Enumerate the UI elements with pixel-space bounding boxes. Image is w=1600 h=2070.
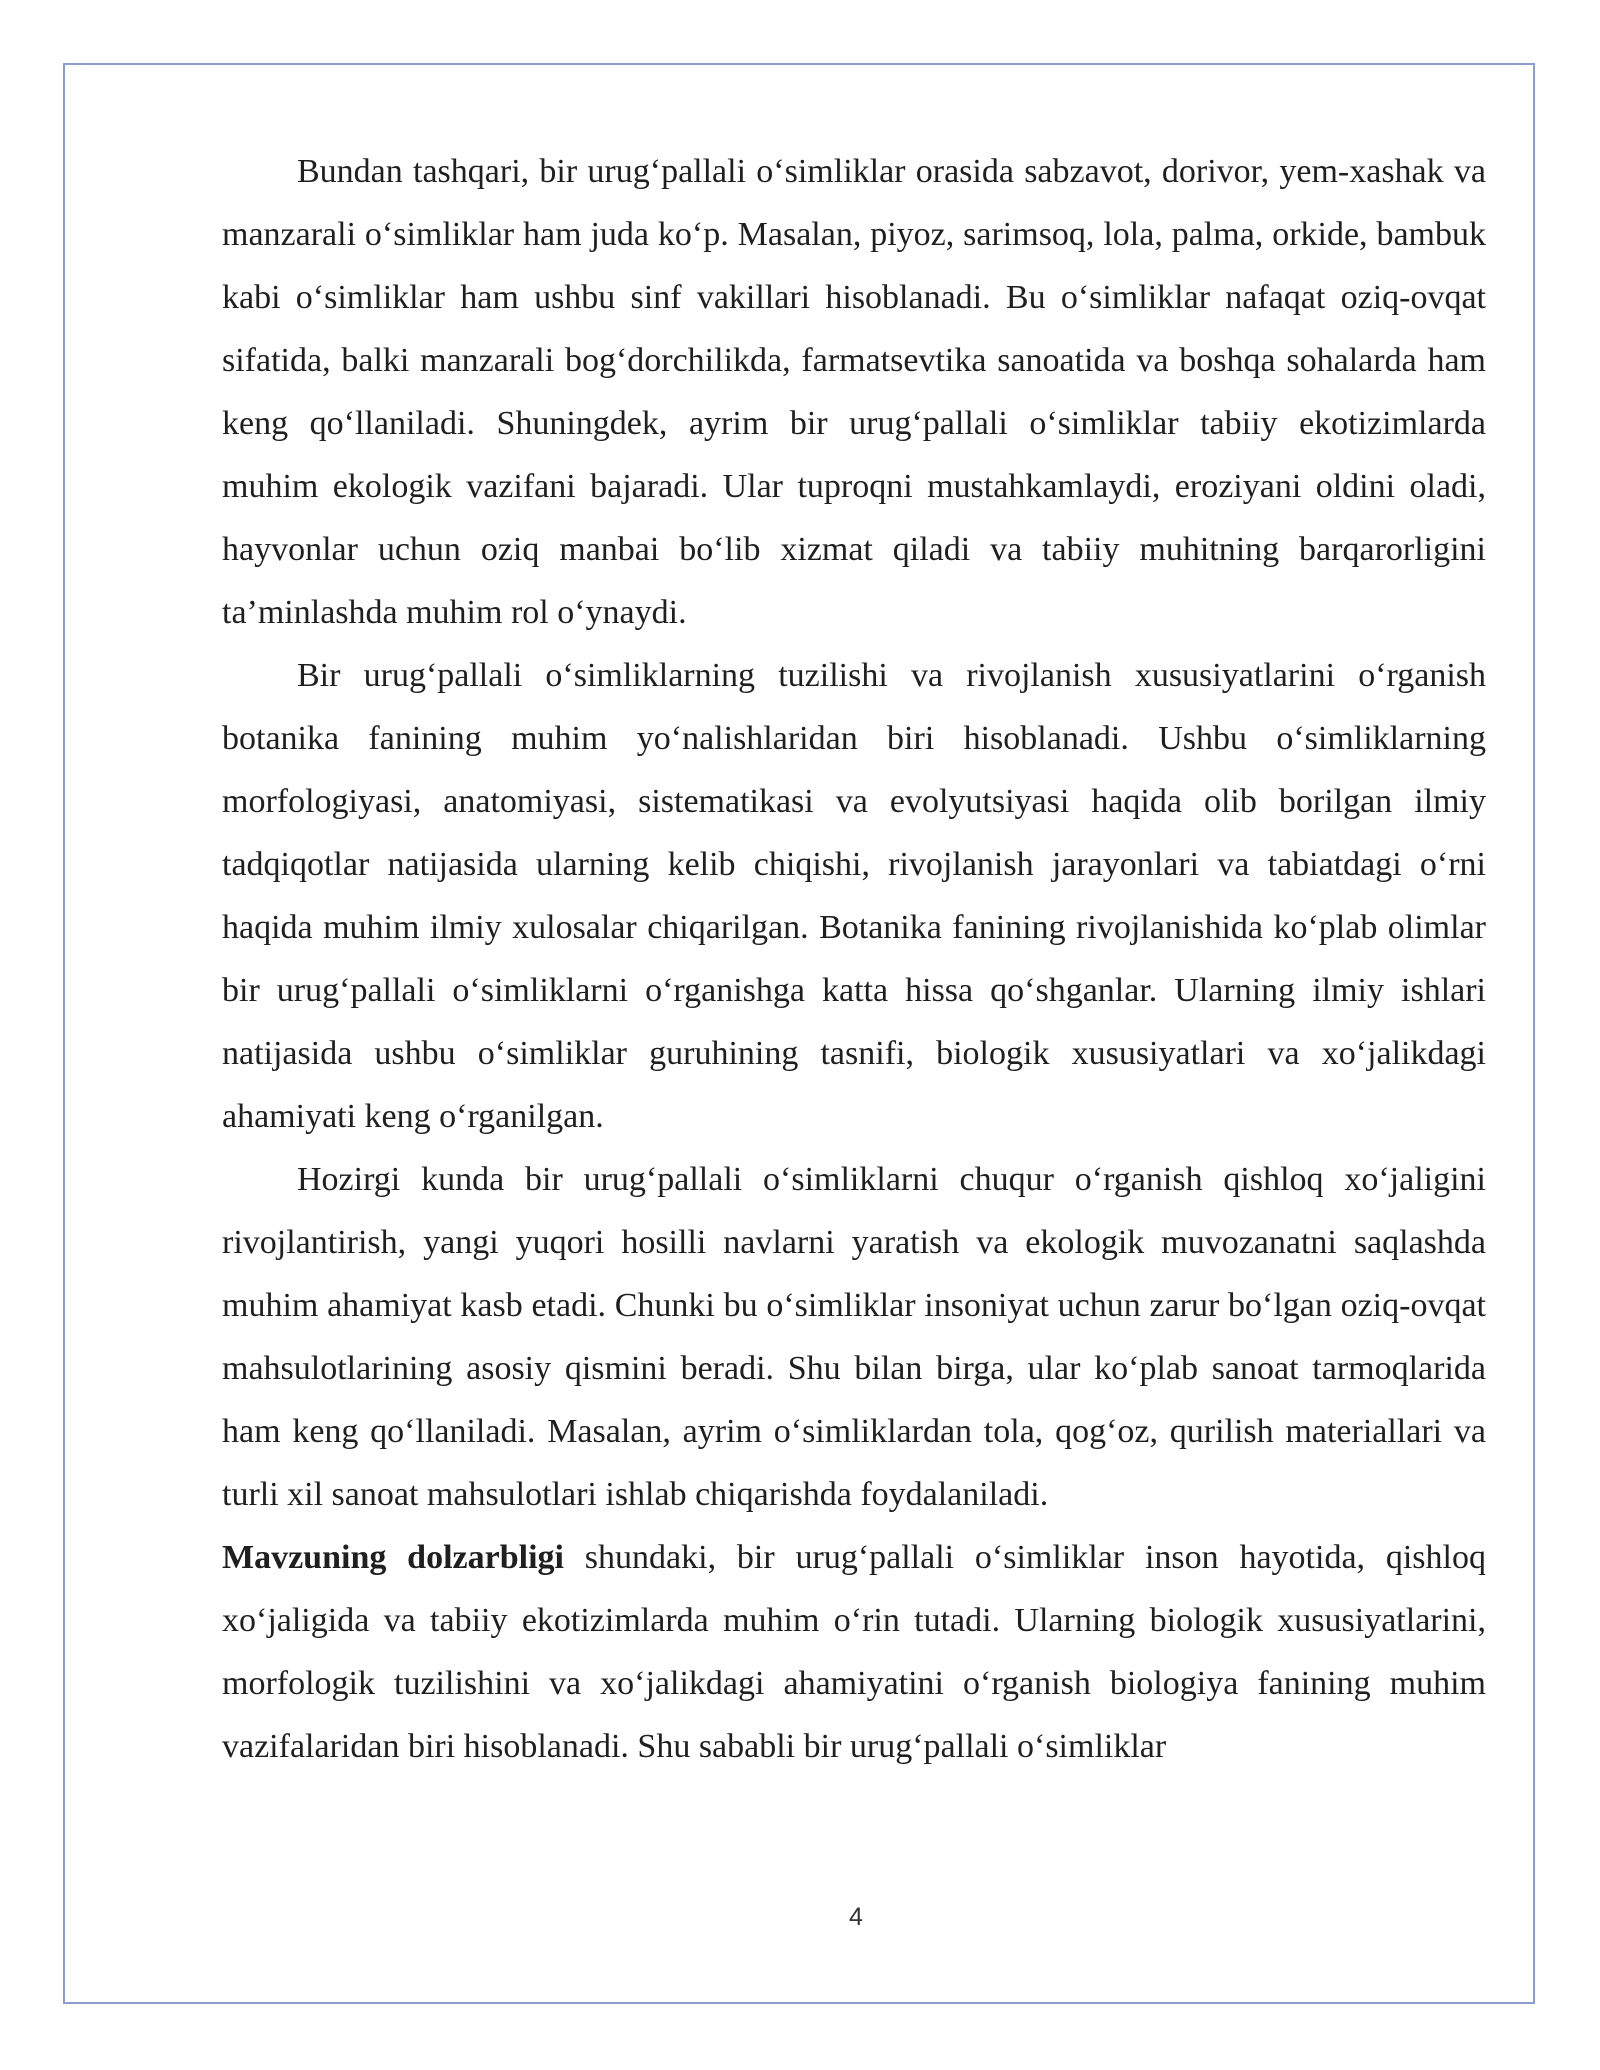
paragraph-3: Hozirgi kunda bir urug‘pallali o‘simliklarni chuqur o‘rganish qishloq xo‘jaligini rivojlantirish, yangi yuqori hosilli navlarni yaratish va ekologik muvozanatni saqlashda muhim ahamiyat kasb etadi. Chunki bu o‘simliklar insoniyat uchun zarur bo‘lgan oziq-ovqat mahsulotlarining asosiy qismini beradi. Shu bilan birga, ular ko‘plab sanoat tarmoqlarida ham keng qo‘llaniladi. Masalan, ayrim o‘simliklardan tola, qog‘oz, qurilish materiallari va turli xil sanoat mahsulotlari ishlab chiqarishda foydalaniladi. [222,1161,1486,1513]
paragraph-4 [222,1526,1486,1778]
paragraph-1: Bundan tashqari, bir urug‘pallali o‘simliklar orasida sabzavot, dorivor, yem-xashak va manzarali o‘simliklar ham juda ko‘p. Masalan, piyoz, sarimsoq, lola, palma, orkide, bambuk kabi o‘simliklar ham ushbu sinf vakillari hisoblanadi. Bu o‘simliklar nafaqat oziq-ovqat sifatida, balki manzarali bog‘dorchilikda, farmatsevtika sanoatida va boshqa sohalarda ham keng qo‘llaniladi. Shuningdek, ayrim bir urug‘pallali o‘simliklar tabiiy ekotizimlarda muhim ekologik vazifani bajaradi. Ular tuproqni mustahkamlaydi, eroziyani oldini oladi, hayvonlar uchun oziq manbai bo‘lib xizmat qiladi va tabiiy muhitning barqarorligini ta’minlashda muhim rol o‘ynaydi. [222,153,1486,631]
paragraph-4-text: shundaki, bir urug‘pallali o‘simliklar inson hayotida, qishloq xo‘jaligida va tabiiy ekotizimlarda muhim o‘rin tutadi. Ularning biologik xususiyatlarini, morfologik tuzilishini va xo‘jalikdagi ahamiyatini o‘rganish biologiya fanining muhim vazifalaridan biri hisoblanadi. Shu sababli bir urug‘pallali o‘simliklar [222,1539,1486,1765]
paragraph-4-bold-lead: Mavzuning dolzarbligi [222,1539,564,1576]
paragraph-2: Bir urug‘pallali o‘simliklarning tuzilishi va rivojlanish xususiyatlarini o‘rganish botanika fanining muhim yo‘nalishlaridan biri hisoblanadi. Ushbu o‘simliklarning morfologiyasi, anatomiyasi, sistematikasi va evolyutsiyasi haqida olib borilgan ilmiy tadqiqotlar natijasida ularning kelib chiqishi, rivojlanish jarayonlari va tabiatdagi o‘rni haqida muhim ilmiy xulosalar chiqarilgan. Botanika fanining rivojlanishida ko‘plab olimlar bir urug‘pallali o‘simliklarni o‘rganishga katta hissa qo‘shganlar. Ularning ilmiy ishlari natijasida ushbu o‘simliklar guruhining tasnifi, biologik xususiyatlari va xo‘jalikdagi ahamiyati keng o‘rganilgan. [222,657,1486,1135]
page-number: 4 [849,1903,863,1931]
document-body [222,140,1486,1778]
